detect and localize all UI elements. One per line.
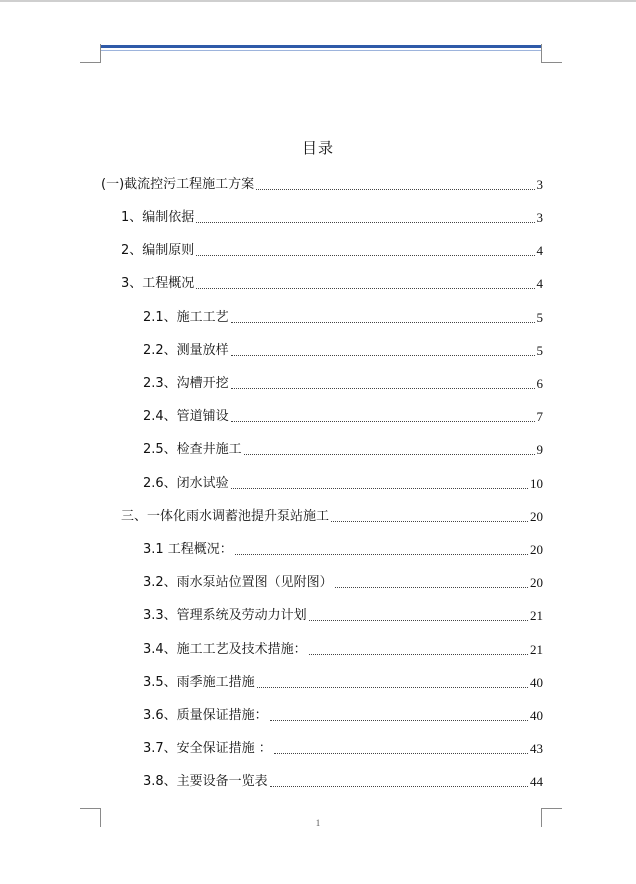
toc-entry-label: 3.1 工程概况： bbox=[143, 542, 233, 557]
toc-dot-leader bbox=[231, 487, 528, 489]
page-number: 1 bbox=[315, 818, 321, 828]
toc-dot-leader bbox=[309, 619, 528, 621]
toc-entry[interactable] bbox=[143, 770, 543, 790]
toc-entry-page-number: 7 bbox=[536, 409, 543, 424]
toc-entry[interactable] bbox=[143, 438, 543, 458]
toc-entry[interactable] bbox=[143, 538, 543, 558]
toc-dot-leader bbox=[274, 752, 528, 754]
toc-dot-leader bbox=[270, 719, 528, 721]
header-rule-thin bbox=[100, 50, 541, 51]
toc-entry[interactable] bbox=[101, 173, 543, 193]
toc-entry-label: 2.6、闭水试验 bbox=[143, 476, 229, 491]
toc-entry-label: 3.6、质量保证措施： bbox=[143, 708, 268, 723]
toc-entry-page-number: 10 bbox=[530, 476, 543, 491]
toc-entry-label: 3.3、管理系统及劳动力计划 bbox=[143, 608, 307, 623]
toc-entry-page-number: 4 bbox=[536, 276, 543, 291]
toc-entry-page-number: 20 bbox=[530, 575, 543, 590]
toc-entry[interactable] bbox=[143, 571, 543, 591]
margin-corner-top-left bbox=[80, 44, 101, 63]
toc-entry-label: 2.2、测量放样 bbox=[143, 343, 229, 358]
toc-entry[interactable] bbox=[143, 638, 543, 658]
toc-dot-leader bbox=[244, 453, 535, 455]
toc-entry[interactable] bbox=[143, 737, 543, 757]
toc-dot-leader bbox=[196, 221, 534, 223]
toc-entry-label: 3.2、雨水泵站位置图（见附图） bbox=[143, 575, 333, 590]
toc-entry-label: 3.4、施工工艺及技术措施： bbox=[143, 642, 307, 657]
toc-dot-leader bbox=[231, 321, 535, 323]
toc-entry[interactable] bbox=[143, 604, 543, 624]
toc-entry[interactable] bbox=[143, 372, 543, 392]
toc-entry-label: 2、编制原则 bbox=[121, 243, 195, 258]
toc-entry-page-number: 3 bbox=[536, 210, 543, 225]
toc-entry-page-number: 44 bbox=[530, 774, 543, 789]
toc-entry[interactable] bbox=[121, 272, 543, 292]
toc-entry[interactable] bbox=[143, 671, 543, 691]
toc-entry-label: 2.3、沟槽开挖 bbox=[143, 376, 229, 391]
toc-entry-label: (一)截流控污工程施工方案 bbox=[101, 177, 255, 192]
toc-entry-page-number: 40 bbox=[530, 675, 543, 690]
toc-dot-leader bbox=[309, 653, 528, 655]
toc-entry-label: 2.1、施工工艺 bbox=[143, 310, 229, 325]
toc-entry[interactable] bbox=[143, 472, 543, 492]
toc-entry-page-number: 6 bbox=[536, 376, 543, 391]
toc-entry-label: 1、编制依据 bbox=[121, 210, 195, 225]
toc-entry-page-number: 21 bbox=[530, 642, 543, 657]
toc-entry-page-number: 40 bbox=[530, 708, 543, 723]
toc-entry-page-number: 5 bbox=[536, 310, 543, 325]
toc-entry[interactable] bbox=[143, 405, 543, 425]
toc-entry[interactable] bbox=[121, 239, 543, 259]
toc-dot-leader bbox=[270, 785, 528, 787]
toc-title: 目录 bbox=[301, 139, 334, 157]
toc-entry-page-number: 21 bbox=[530, 608, 543, 623]
toc-entry[interactable] bbox=[143, 306, 543, 326]
toc-entry[interactable] bbox=[143, 704, 543, 724]
toc-dot-leader bbox=[231, 420, 535, 422]
toc-entry-page-number: 4 bbox=[536, 243, 543, 258]
toc-entry-page-number: 3 bbox=[536, 177, 543, 192]
toc-entry-page-number: 5 bbox=[536, 343, 543, 358]
toc-dot-leader bbox=[196, 287, 534, 289]
toc-dot-leader bbox=[256, 188, 534, 190]
header-rule bbox=[100, 45, 541, 48]
toc-entry[interactable] bbox=[121, 505, 543, 525]
toc-dot-leader bbox=[331, 520, 528, 522]
toc-entry-label: 2.4、管道铺设 bbox=[143, 409, 229, 424]
toc-dot-leader bbox=[235, 553, 528, 555]
toc-entry-label: 2.5、检查井施工 bbox=[143, 442, 242, 457]
toc-entry-label: 3.5、雨季施工措施 bbox=[143, 675, 255, 690]
page-top-border bbox=[0, 0, 636, 2]
toc-entry-page-number: 43 bbox=[530, 741, 543, 756]
toc-dot-leader bbox=[335, 586, 528, 588]
toc-entry-label: 3.8、主要设备一览表 bbox=[143, 774, 268, 789]
toc-entry[interactable] bbox=[121, 206, 543, 226]
toc-entry-page-number: 9 bbox=[536, 442, 543, 457]
toc-entry-label: 3.7、安全保证措施 ： bbox=[143, 741, 272, 756]
toc-entry-page-number: 20 bbox=[530, 542, 543, 557]
toc-entry-label: 三、一体化雨水调蓄池提升泵站施工 bbox=[121, 509, 330, 524]
toc-entry-label: 3、工程概况 bbox=[121, 276, 195, 291]
toc-dot-leader bbox=[231, 354, 535, 356]
toc-dot-leader bbox=[257, 686, 528, 688]
margin-corner-top-right bbox=[541, 44, 562, 63]
toc-entry[interactable] bbox=[143, 339, 543, 359]
toc-dot-leader bbox=[231, 387, 535, 389]
toc-entry-page-number: 20 bbox=[530, 509, 543, 524]
toc-dot-leader bbox=[196, 254, 534, 256]
